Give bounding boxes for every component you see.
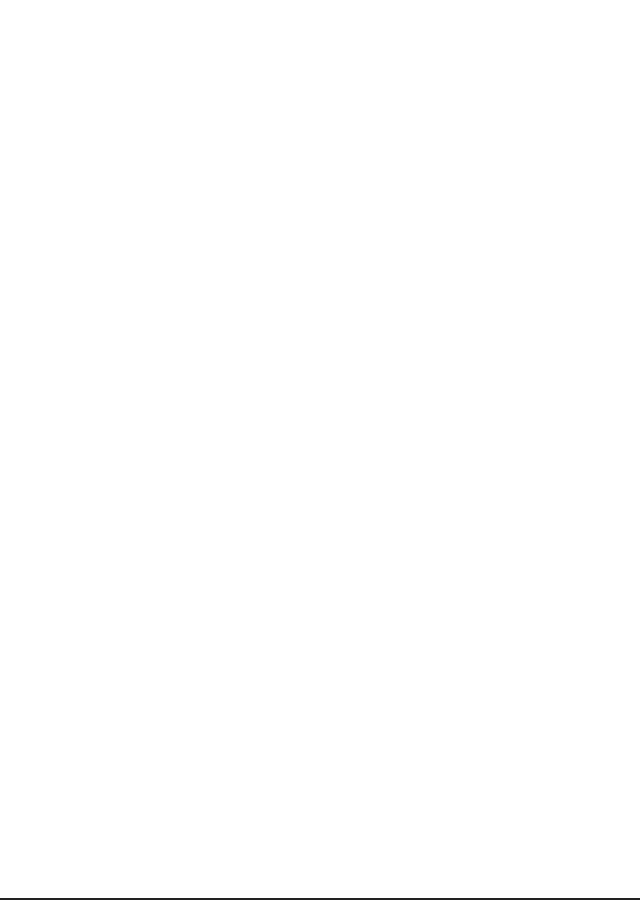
- bottom-border-line: [0, 898, 640, 900]
- document-body: [89, 57, 573, 79]
